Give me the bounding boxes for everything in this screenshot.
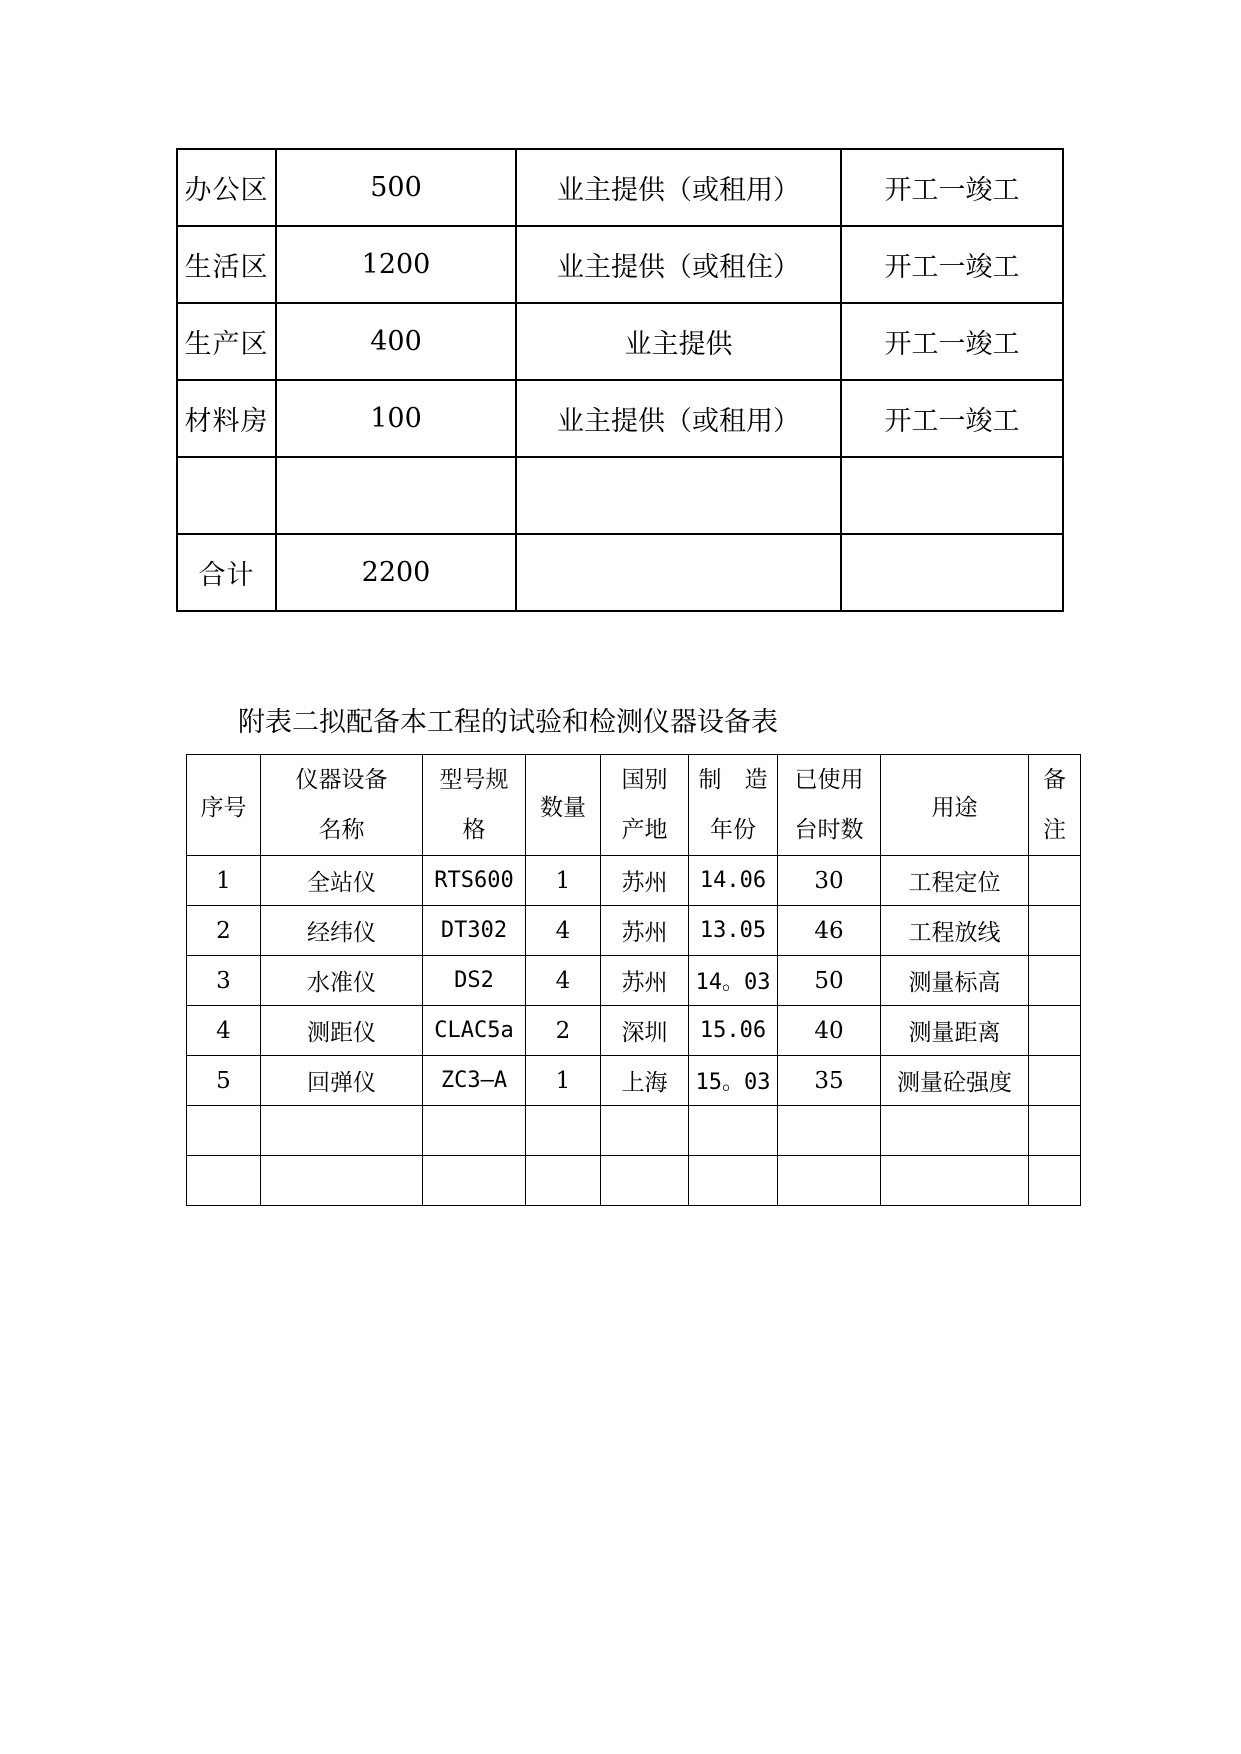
cell-source: 业主提供: [516, 303, 841, 380]
cell-name: 测距仪: [261, 1006, 423, 1056]
cell-area: 100: [276, 380, 516, 457]
equipment-table-body: [187, 755, 1081, 1206]
cell-name: [177, 457, 276, 534]
header-model-line2: 格: [462, 817, 486, 843]
cell-model: RTS600: [423, 856, 526, 906]
cell-note: [1029, 1056, 1081, 1106]
cell-source: 业主提供（或租住）: [516, 226, 841, 303]
cell-model: ZC3—A: [423, 1056, 526, 1106]
cell-seq: 1: [187, 856, 261, 906]
cell-source: [516, 534, 841, 611]
cell-note: [1029, 956, 1081, 1006]
table-row: [177, 380, 1063, 457]
cell-hours: [778, 1156, 881, 1206]
cell-period: 开工一竣工: [841, 226, 1063, 303]
table-row: [177, 534, 1063, 611]
cell-area: [276, 457, 516, 534]
cell-origin: 深圳: [601, 1006, 689, 1056]
cell-name: 生活区: [177, 226, 276, 303]
cell-name: 水准仪: [261, 956, 423, 1006]
cell-use: 工程放线: [881, 906, 1029, 956]
cell-note: [1029, 1156, 1081, 1206]
cell-source: 业主提供（或租用）: [516, 380, 841, 457]
table-row: [177, 303, 1063, 380]
cell-use: 工程定位: [881, 856, 1029, 906]
cell-year: 15。03: [689, 1056, 778, 1106]
cell-name: 生产区: [177, 303, 276, 380]
table-row: [187, 856, 1081, 906]
cell-name: 合计: [177, 534, 276, 611]
header-note-line1: 备: [1043, 767, 1066, 793]
cell-origin: [601, 1106, 689, 1156]
cell-use: 测量砼强度: [881, 1056, 1029, 1106]
cell-seq: 3: [187, 956, 261, 1006]
cell-qty: 2: [526, 1006, 601, 1056]
cell-seq: 4: [187, 1006, 261, 1056]
cell-model: [423, 1156, 526, 1206]
cell-year: [689, 1156, 778, 1206]
cell-seq: [187, 1156, 261, 1206]
table-row: [187, 1056, 1081, 1106]
cell-qty: 1: [526, 856, 601, 906]
cell-year: 13.05: [689, 906, 778, 956]
cell-period: 开工一竣工: [841, 149, 1063, 226]
cell-area: 400: [276, 303, 516, 380]
cell-seq: 5: [187, 1056, 261, 1106]
cell-year: [689, 1106, 778, 1156]
cell-year: 15.06: [689, 1006, 778, 1056]
cell-period: 开工一竣工: [841, 380, 1063, 457]
cell-name: [261, 1106, 423, 1156]
table-row: [187, 956, 1081, 1006]
cell-origin: 上海: [601, 1056, 689, 1106]
cell-qty: 4: [526, 906, 601, 956]
table-row: [187, 1006, 1081, 1056]
header-hours: [778, 755, 881, 856]
header-origin-line1: 国别: [621, 767, 668, 793]
cell-origin: 苏州: [601, 856, 689, 906]
header-hours-line1: 已使用: [794, 767, 864, 793]
cell-model: [423, 1106, 526, 1156]
cell-period: [841, 457, 1063, 534]
cell-hours: 50: [778, 956, 881, 1006]
header-note-line2: 注: [1043, 817, 1066, 843]
cell-hours: 30: [778, 856, 881, 906]
table-row: [187, 906, 1081, 956]
cell-hours: 40: [778, 1006, 881, 1056]
table-row: [177, 457, 1063, 534]
cell-name: 材料房: [177, 380, 276, 457]
cell-origin: [601, 1156, 689, 1206]
cell-source: 业主提供（或租用）: [516, 149, 841, 226]
site-area-table: [176, 148, 1064, 612]
cell-period: 开工一竣工: [841, 303, 1063, 380]
cell-qty: [526, 1106, 601, 1156]
cell-area: 1200: [276, 226, 516, 303]
cell-name: 全站仪: [261, 856, 423, 906]
cell-seq: 2: [187, 906, 261, 956]
cell-name: 经纬仪: [261, 906, 423, 956]
cell-qty: 4: [526, 956, 601, 1006]
cell-period: [841, 534, 1063, 611]
cell-year: 14.06: [689, 856, 778, 906]
cell-qty: [526, 1156, 601, 1206]
header-hours-line2: 台时数: [794, 817, 864, 843]
header-use: 用途: [881, 755, 1029, 856]
cell-use: 测量标高: [881, 956, 1029, 1006]
cell-use: 测量距离: [881, 1006, 1029, 1056]
cell-origin: 苏州: [601, 906, 689, 956]
cell-hours: [778, 1106, 881, 1156]
header-origin: [601, 755, 689, 856]
header-name: [261, 755, 423, 856]
site-area-table-body: [177, 149, 1063, 611]
cell-note: [1029, 1006, 1081, 1056]
header-name-line2: 名称: [318, 817, 365, 843]
cell-area: 2200: [276, 534, 516, 611]
cell-name: 回弹仪: [261, 1056, 423, 1106]
header-model: [423, 755, 526, 856]
cell-name: 办公区: [177, 149, 276, 226]
header-seq: 序号: [187, 755, 261, 856]
header-origin-line2: 产地: [621, 817, 668, 843]
header-model-line1: 型号规: [439, 767, 509, 793]
cell-seq: [187, 1106, 261, 1156]
table-row: [187, 1156, 1081, 1206]
header-year-line2: 年份: [710, 817, 756, 843]
header-note: [1029, 755, 1081, 856]
cell-use: [881, 1156, 1029, 1206]
equipment-table: [186, 754, 1081, 1206]
cell-note: [1029, 856, 1081, 906]
cell-model: DT302: [423, 906, 526, 956]
header-year: [689, 755, 778, 856]
cell-model: DS2: [423, 956, 526, 1006]
cell-area: 500: [276, 149, 516, 226]
table-row: [187, 1106, 1081, 1156]
cell-note: [1029, 1106, 1081, 1156]
cell-qty: 1: [526, 1056, 601, 1106]
equipment-table-header-row: [187, 755, 1081, 856]
cell-use: [881, 1106, 1029, 1156]
cell-year: 14。03: [689, 956, 778, 1006]
equipment-table-title: 附表二拟配备本工程的试验和检测仪器设备表: [238, 707, 778, 738]
cell-origin: 苏州: [601, 956, 689, 1006]
header-name-line1: 仪器设备: [295, 767, 388, 793]
cell-hours: 46: [778, 906, 881, 956]
cell-name: [261, 1156, 423, 1206]
cell-source: [516, 457, 841, 534]
table-row: [177, 226, 1063, 303]
cell-note: [1029, 906, 1081, 956]
header-year-line1: 制 造: [698, 767, 768, 793]
cell-hours: 35: [778, 1056, 881, 1106]
cell-model: CLAC5a: [423, 1006, 526, 1056]
table-row: [177, 149, 1063, 226]
header-qty: 数量: [526, 755, 601, 856]
